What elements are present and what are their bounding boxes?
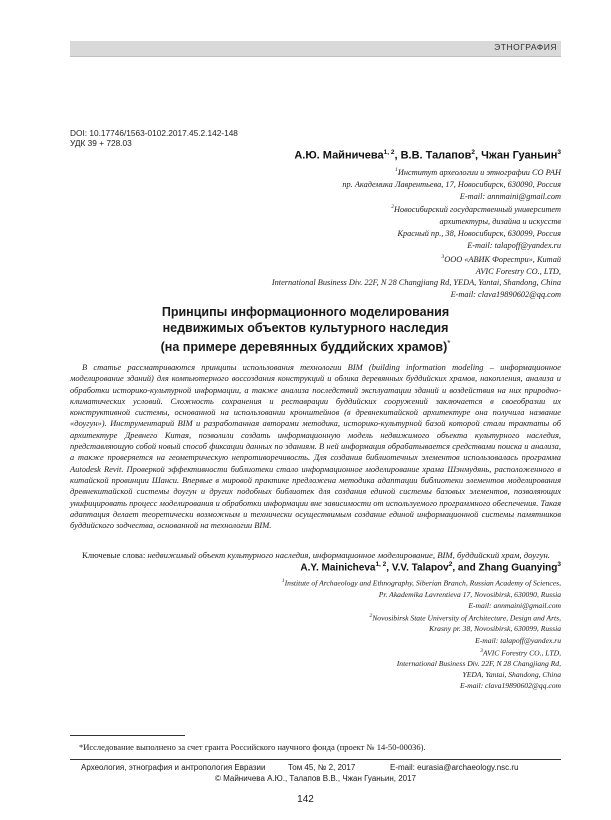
section-label: ЭТНОГРАФИЯ xyxy=(494,42,557,52)
affiliation-en-text: Pr. Akademika Lavrentieva 17, Novosibirsk, 630090, Russia xyxy=(378,589,561,599)
affiliation-en-line xyxy=(161,576,561,589)
author-en-1-sup: 1, 2 xyxy=(375,561,387,568)
affiliation-ru-line xyxy=(141,266,561,278)
affiliations-ru xyxy=(141,165,561,301)
affiliation-ru-text: E-mail: clava19890602@qq.com xyxy=(450,290,561,300)
affiliation-en-line xyxy=(161,600,561,611)
affiliation-en-line xyxy=(161,623,561,634)
affiliation-en-text: Krasny pr. 38, Novosibirsk, 630099, Russia xyxy=(429,624,561,634)
affiliation-ru-text: AVIC Forestry CO., LTD, xyxy=(475,266,561,276)
author-en-2-name: V.V. Talapov xyxy=(391,562,449,574)
affiliation-ru-line xyxy=(141,289,561,301)
affiliation-en-text: AVIC Forestry CO., LTD, xyxy=(482,648,561,658)
article-title xyxy=(80,304,531,355)
affiliation-en-line xyxy=(161,658,561,669)
affiliation-ru-line xyxy=(141,277,561,289)
affiliation-en-line xyxy=(161,669,561,680)
author-2-sup: 2 xyxy=(471,149,476,156)
affiliation-ru-sup: 1 xyxy=(395,167,398,173)
title-line-1: Принципы информационного моделирования xyxy=(161,305,450,319)
affiliation-ru-line xyxy=(141,216,561,228)
doi: DOI: 10.17746/1563-0102.2017.45.2.142-148 xyxy=(70,128,238,138)
page-number: 142 xyxy=(297,794,314,805)
affiliations-en xyxy=(161,576,561,692)
affiliation-en-line xyxy=(161,646,561,659)
keywords-label: Ключевые слова: xyxy=(82,550,146,560)
affiliation-ru-line xyxy=(141,179,561,191)
affiliation-en-text: E-mail: talapoff@yandex.ru xyxy=(475,635,561,645)
affiliation-ru-text: E-mail: annmaini@gmail.com xyxy=(459,191,561,201)
author-en-3-sup: 3 xyxy=(557,561,561,568)
affiliation-en-line xyxy=(161,589,561,600)
author-3-sup: 3 xyxy=(557,149,561,156)
affiliation-en-text: E-mail: annmaini@gmail.com xyxy=(468,600,561,610)
abstract: В статье рассматриваются принципы использования технологии BIM (building information modeling – информационное моделирование зданий) для компьютерного воссоздания конструкций и облика деревянных буддийских храмов, накопления, анализа и обработки историко-культурной информации, а также анализа последствий эксплуатации зданий и воздействия на них природно-климатических условий. Сложность сохранения и реставрации буддийских сооружений заключается в своеобразии их конструктивной системы, основанной на использовании кронштейнов (в древнекитайской архитектуре она получила название «доугун»). Инструментарий BIM и разработанная авторами методика, историко-культурной базой которой стали трактаты об архитектуре Древнего Китая, позволили создать информационную модель недвижимого объекта культурного наследия, представляющую собой новый способ фиксации данных по зданиям. В ней информация обрабатывается средствами поиска и анализа, а также проверяется на геометрическую непротиворечивость. Для создания библиотечных элементов использовалась программа Autodesk Revit. Проверкой эффективности библиотеки стало информационное моделирование храма Шэнмудянь, расположенного в китайской провинции Шанси. Впервые в мировой практике предложена методика адаптации библиотеки элементов моделирования древнекитайской системы доугун и других подобных библиотек для создания единой системы базовых элементов, позволяющих унифицировать процесс моделирования и обработки информации вне зависимости от используемого программного обеспечения. Такая адаптация делает теоретически возможным и технически осуществимым создание единой информационной системы памятников буддийского зодчества, основанной на технологии BIM. xyxy=(70,362,561,531)
affiliation-ru-text: E-mail: talapoff@yandex.ru xyxy=(467,240,561,250)
author-1-sup: 1, 2 xyxy=(383,149,395,156)
affiliation-en-line xyxy=(161,680,561,691)
affiliation-ru-sup: 2 xyxy=(391,204,395,211)
keywords-text: недвижимый объект культурного наследия, информационное моделирование, BIM, буддийский храм, доугун. xyxy=(147,550,550,560)
affiliation-en-line xyxy=(161,611,561,624)
author-1-name: А.Ю. Майничева xyxy=(294,149,384,162)
title-footnote-mark: * xyxy=(447,339,451,348)
affiliation-ru-line xyxy=(141,202,561,216)
affiliation-ru-text: архитектуры, дизайна и искусств xyxy=(439,217,561,227)
affiliation-ru-line xyxy=(141,240,561,252)
affiliation-ru-text: ООО «АВИК Форестри», Китай xyxy=(444,254,561,264)
affiliation-ru-text: Красный пр., 38, Новосибирск, 630099, Россия xyxy=(397,229,561,239)
author-en-3-name: and Zhang Guanying xyxy=(457,562,558,574)
affiliation-ru-text: пр. Академика Лаврентьева, 17, Новосибирск, 630090, Россия xyxy=(342,179,561,189)
affiliation-ru-sup: 3 xyxy=(441,253,445,260)
affiliation-en-text: Institute of Archaeology and Ethnography, Siberian Branch, Russian Academy of Sciences, xyxy=(284,578,561,588)
affiliation-en-sup: 1 xyxy=(281,578,285,584)
author-en-2-sup: 2 xyxy=(448,561,453,568)
author-3-name: Чжан Гуаньин xyxy=(481,149,558,162)
affiliation-ru-text: Новосибирский государственный университет xyxy=(394,205,561,215)
affiliation-en-sup: 3 xyxy=(480,647,483,654)
affiliation-en-text: YEDA, Yantai, Shandong, China xyxy=(462,670,561,680)
author-en-1-name: A.Y. Mainicheva xyxy=(300,562,376,574)
author-2-name: В.В. Талапов xyxy=(400,149,472,162)
udk: УДК 39 + 728.03 xyxy=(70,138,132,148)
affiliation-en-text: International Business Div. 22F, N 28 Changjiang Rd, xyxy=(396,659,561,669)
title-line-3: (на примере деревянных буддийских храмов)* xyxy=(160,339,451,355)
footnote: *Исследование выполнено за счет гранта Российского научного фонда (проект № 14-50-00036). xyxy=(79,742,426,752)
affiliation-en-text: E-mail: clava19890602@qq.com xyxy=(459,681,561,691)
footnote-rule xyxy=(70,735,185,736)
affiliation-ru-line xyxy=(141,228,561,240)
journal-name: Археология, этнография и антропология Евразии xyxy=(81,763,266,772)
affiliation-en-sup: 2 xyxy=(369,612,373,619)
affiliation-ru-line xyxy=(141,165,561,179)
journal-volume: Том 45, № 2, 2017 xyxy=(288,763,356,772)
affiliation-en-text: Novosibirsk State University of Architecture, Design and Arts, xyxy=(372,613,561,623)
authors-en: A.Y. Mainicheva$^{1, 2}$, V.V. Talapov$^2$, and Zhang Guanying$^3$ xyxy=(300,561,561,574)
affiliation-en-line xyxy=(161,635,561,646)
affiliation-ru-line xyxy=(141,191,561,203)
title-line-2: недвижимых объектов культурного наследия xyxy=(162,321,449,335)
footer-rule xyxy=(70,759,561,760)
authors-ru: А.Ю. Майничева$^{1, 2}$, В.В. Талапов$^2$, Чжан Гуаньин$^3$ xyxy=(294,149,561,162)
journal-email: E-mail: eurasia@archaeology.nsc.ru xyxy=(390,763,519,772)
affiliation-ru-text: International Business Div. 22F, N 28 Changjiang Rd, YEDA, Yantai, Shandong, China xyxy=(271,278,561,288)
section-header-bar xyxy=(70,41,561,57)
affiliation-ru-text: Институт археологии и этнографии СО РАН xyxy=(397,167,561,177)
keywords xyxy=(70,550,561,562)
copyright: © Майничева А.Ю., Талапов В.В., Чжан Гуаньин, 2017 xyxy=(215,774,416,783)
affiliation-ru-line xyxy=(141,252,561,266)
